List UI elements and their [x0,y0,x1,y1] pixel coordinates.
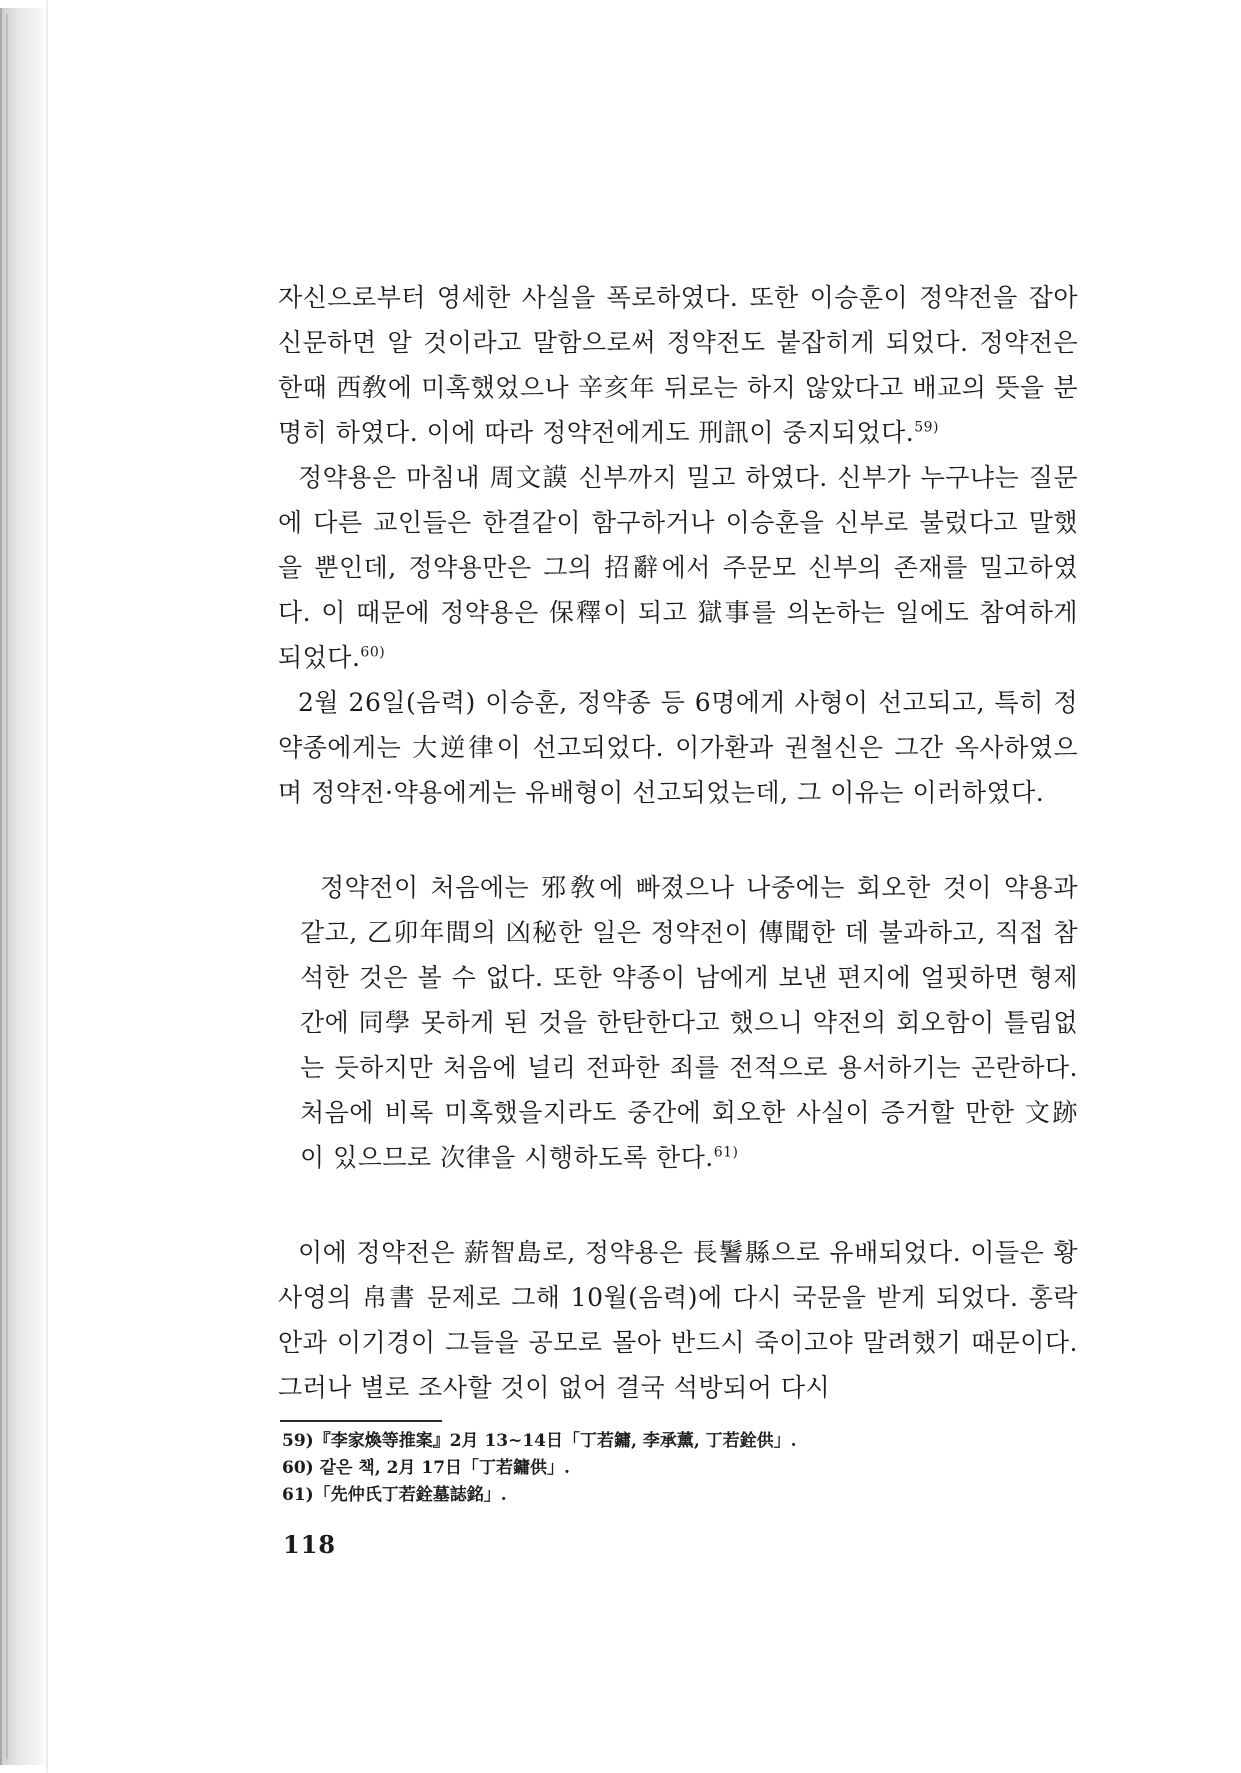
paragraph-4-text: 이에 정약전은 薪智島로, 정약용은 長鬐縣으로 유배되었다. 이들은 황사영의 帛書 문제로 그해 10월(음력)에 다시 국문을 받게 되었다. 홍락안과 이기경이 그들을 공모로 몰아 반드시 죽이고야 말려했기 때문이다. 그러나 별로 조사할 것이 없어 결국 석방되어 다시 [278,1238,1078,1402]
paragraph-2 [278,455,1078,680]
paragraph-1 [278,275,1078,455]
paragraph-3-text: 2월 26일(음력) 이승훈, 정약종 등 6명에게 사형이 선고되고, 특히 정약종에게는 大逆律이 선고되었다. 이가환과 권철신은 그간 옥사하였으며 정약전·약용에게는 유배형이 선고되었는데, 그 이유는 이러하였다. [278,688,1078,807]
footnote-divider [280,1420,442,1422]
paragraph-2-text: 정약용은 마침내 周文謨 신부까지 밀고 하였다. 신부가 누구냐는 질문에 다른 교인들은 한결같이 함구하거나 이승훈을 신부로 불렀다고 말했을 뿐인데, 정약용만은 그의 招辭에서 주문모 신부의 존재를 밀고하였다. 이 때문에 정약용은 保釋이 되고 獄事를 의논하는 일에도 참여하게 되었다. [278,463,1078,672]
footnote-ref-60: 60) [360,644,386,661]
paragraph-4 [278,1230,1078,1410]
page-number: 118 [283,1530,337,1559]
paragraph-1-text: 자신으로부터 영세한 사실을 폭로하였다. 또한 이승훈이 정약전을 잡아 신문하면 알 것이라고 말함으로써 정약전도 붙잡히게 되었다. 정약전은 한때 西敎에 미혹했었으나 辛亥年 뒤로는 하지 않았다고 배교의 뜻을 분명히 하였다. 이에 따라 정약전에게도 刑訊이 중지되었다. [278,283,1078,447]
footnote-60: 60) 같은 책, 2月 17日「丁若鏞供」. [282,1458,570,1478]
body-text [278,275,1078,1410]
block-quote-text: 정약전이 처음에는 邪敎에 빠졌으나 나중에는 회오한 것이 약용과 같고, 乙卯年間의 凶秘한 일은 정약전이 傳聞한 데 불과하고, 직접 참석한 것은 볼 수 없다. 또한 약종이 남에게 보낸 편지에 얼핏하면 형제간에 同學 못하게 된 것을 한탄한다고 했으니 약전의 회오함이 틀림없는 듯하지만 처음에 널리 전파한 죄를 전적으로 용서하기는 곤란하다. 처음에 비록 미혹했을지라도 중간에 회오한 사실이 증거할 만한 文跡이 있으므로 次律을 시행하도록 한다. [300,873,1078,1172]
footnotes [282,1428,982,1509]
footnote-59: 59)『李家煥等推案』2月 13~14日「丁若鏞, 李承薰, 丁若銓供」. [282,1431,797,1451]
footnote-ref-61: 61) [713,1144,739,1161]
footnote-ref-59: 59) [914,419,940,436]
block-quote [278,865,1078,1180]
page-edge-shadow [6,14,8,1759]
footnote-61: 61)「先仲氏丁若銓墓誌銘」. [282,1485,507,1505]
paragraph-3 [278,680,1078,815]
